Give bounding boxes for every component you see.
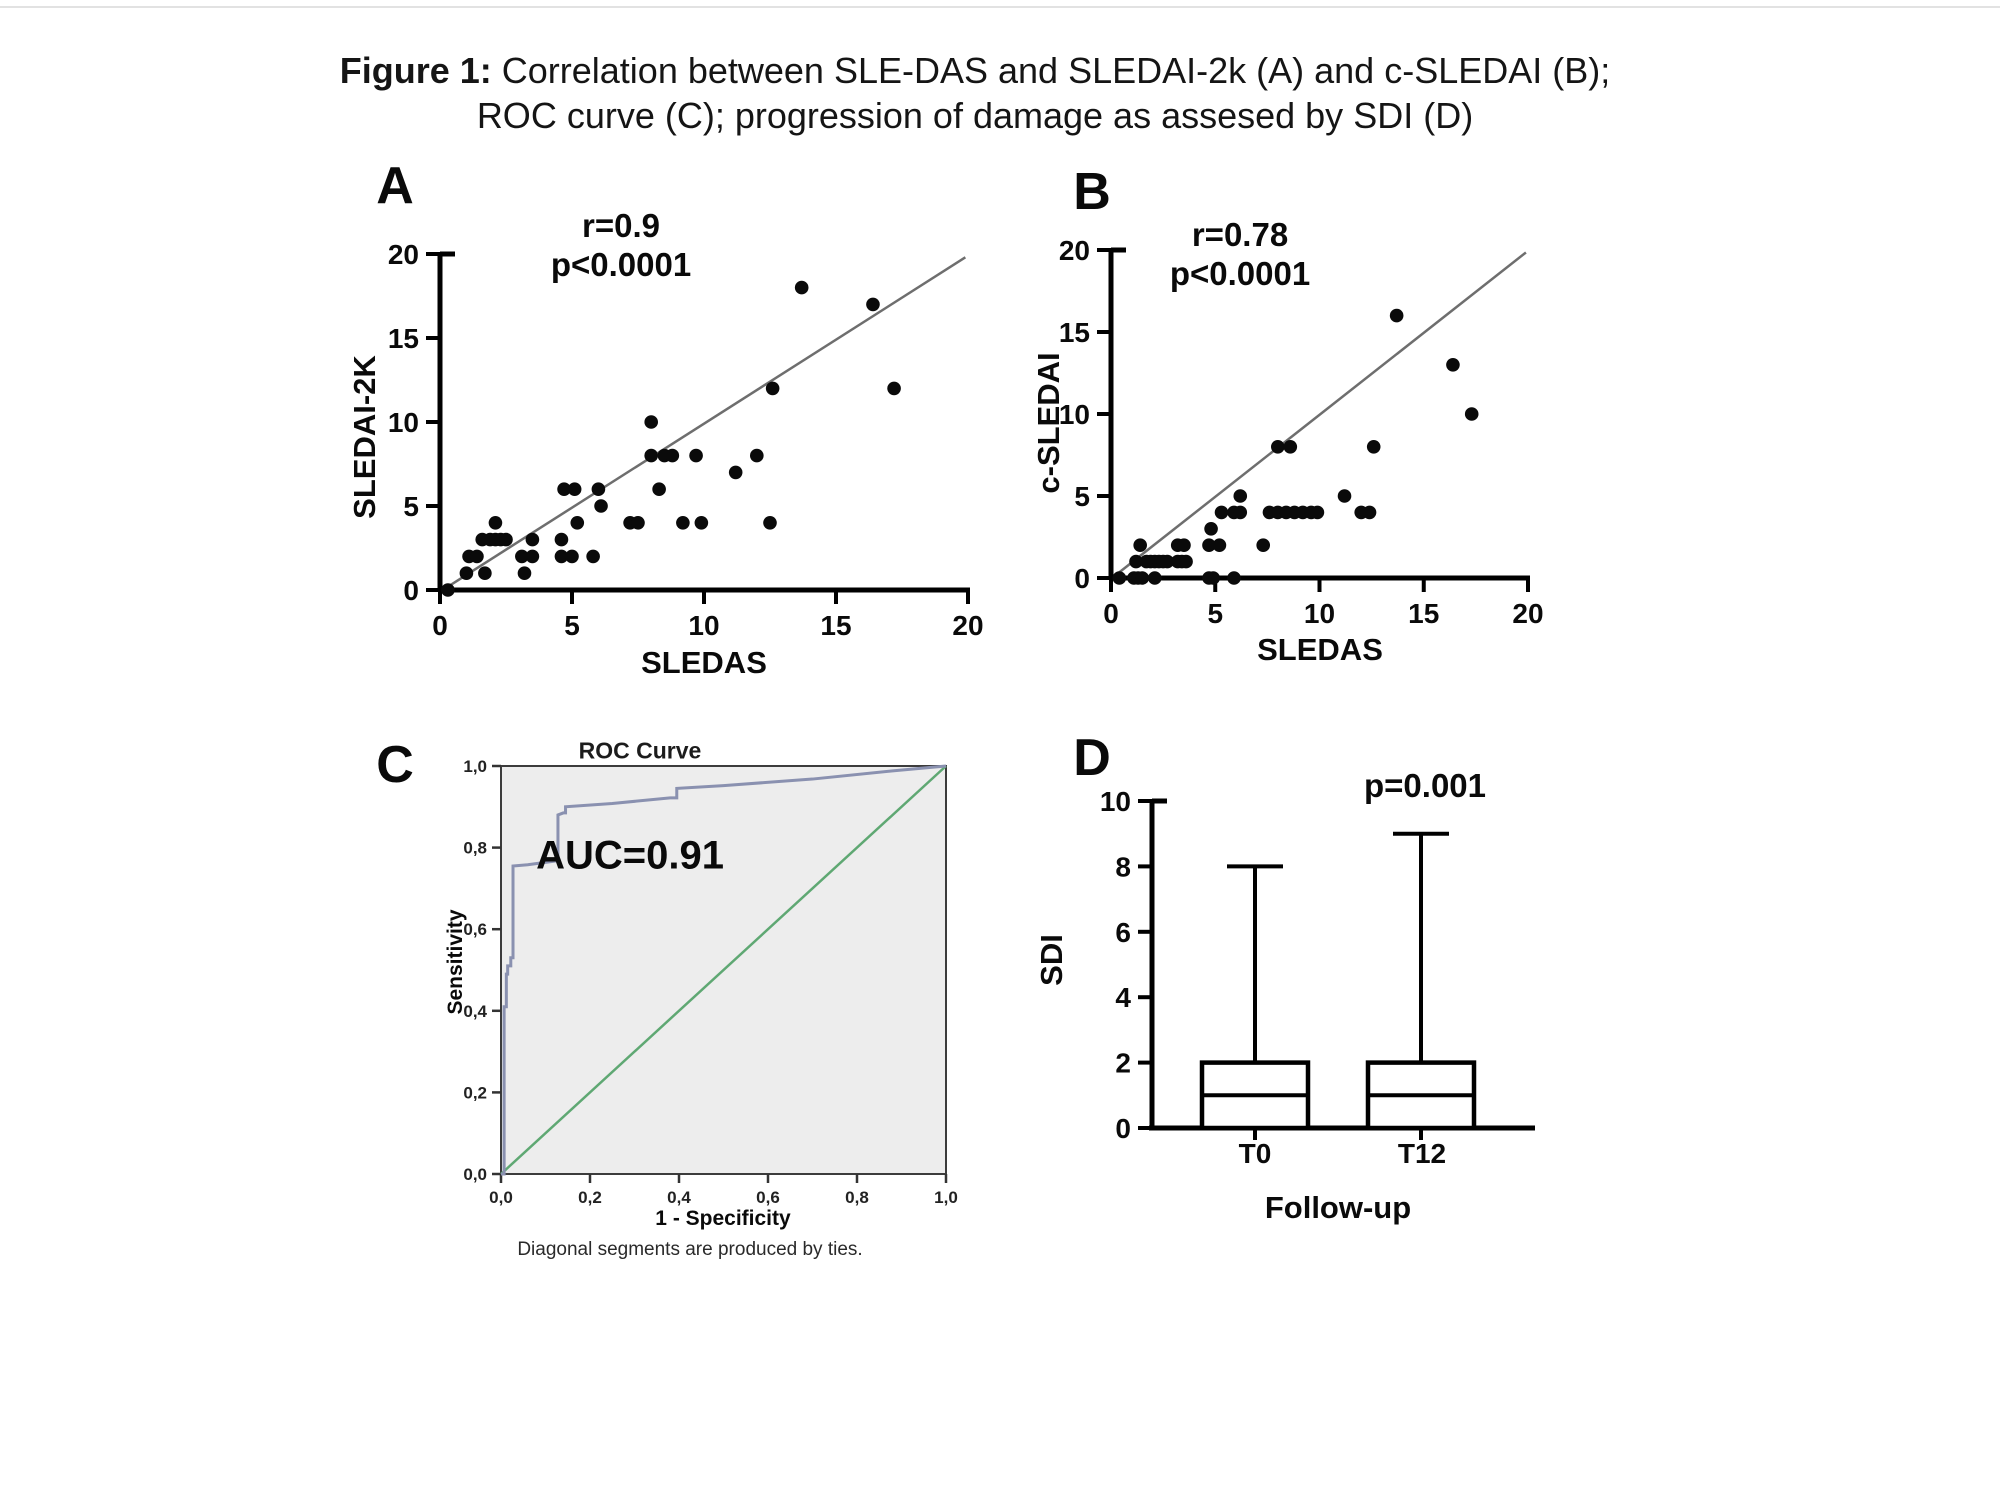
svg-text:20: 20 [1512, 598, 1544, 629]
panel-d-x-axis-title: Follow-up [1264, 1190, 1412, 1225]
panel-b-y-axis-title: c-SLEDAI [1031, 352, 1066, 494]
panel-b-r-value: r=0.78 [1191, 216, 1289, 253]
svg-text:20: 20 [387, 239, 419, 270]
panel-d-category-t12: T12 [1397, 1138, 1447, 1169]
panel-d-y-axis-title: SDI [1034, 934, 1069, 986]
svg-text:10: 10 [1099, 786, 1131, 817]
figure-title-line1-rest: Correlation between SLE-DAS and SLEDAI-2k (A) and c-SLEDAI (B); [491, 50, 1611, 91]
panel-a-x-axis-title: SLEDAS [641, 645, 767, 680]
figure-title-prefix: Figure 1: [339, 50, 492, 91]
panel-d-label: D [1073, 729, 1111, 787]
panel-b-x-axis-title: SLEDAS [1257, 632, 1383, 667]
svg-text:8: 8 [1115, 851, 1131, 883]
panel-a-y-axis-title: SLEDAI-2K [347, 355, 382, 519]
svg-text:1,0: 1,0 [934, 1188, 958, 1207]
panel-a-p-value: p<0.0001 [550, 246, 692, 283]
svg-text:0: 0 [432, 610, 448, 641]
svg-text:0,6: 0,6 [463, 920, 487, 940]
svg-text:10: 10 [1303, 598, 1336, 629]
svg-text:6: 6 [1115, 916, 1131, 948]
svg-text:20: 20 [952, 610, 984, 641]
panel-d-category-t0: T0 [1238, 1138, 1272, 1169]
panel-a-label: A [376, 157, 414, 215]
svg-text:0,6: 0,6 [756, 1188, 780, 1207]
svg-text:0,0: 0,0 [489, 1188, 513, 1207]
svg-text:0,4: 0,4 [463, 1001, 487, 1021]
roc-auc-annotation: AUC=0.91 [536, 833, 724, 878]
panel-b-annotation [1170, 215, 1310, 293]
roc-footnote: Diagonal segments are produced by ties. [517, 1239, 863, 1260]
svg-text:0: 0 [403, 575, 419, 606]
svg-text:1,0: 1,0 [463, 757, 487, 776]
svg-text:4: 4 [1115, 982, 1131, 1014]
figure-title-line2: ROC curve (C); progression of damage as assesed by SDI (D) [476, 95, 1474, 136]
svg-text:2: 2 [1115, 1047, 1131, 1079]
svg-text:10: 10 [1058, 399, 1090, 430]
roc-y-axis-title: Sensitivity [444, 909, 467, 1015]
svg-text:15: 15 [1408, 598, 1440, 629]
panel-a-annotation [551, 206, 691, 284]
svg-text:20: 20 [1058, 235, 1090, 266]
svg-text:0: 0 [1074, 563, 1090, 594]
panel-b-label: B [1073, 163, 1111, 221]
panel-b-p-value: p<0.0001 [1169, 255, 1311, 292]
svg-text:5: 5 [1074, 481, 1090, 512]
svg-text:0: 0 [1115, 1113, 1131, 1144]
panel-b-plot [1059, 235, 1544, 629]
figure-title-line1 [0, 48, 1950, 93]
svg-text:15: 15 [387, 323, 419, 354]
svg-text:0,0: 0,0 [463, 1165, 487, 1184]
roc-x-axis-title: 1 - Specificity [655, 1207, 791, 1230]
svg-text:0,8: 0,8 [845, 1188, 869, 1207]
roc-title: ROC Curve [578, 737, 702, 764]
panel-a-plot [388, 239, 984, 641]
svg-text:5: 5 [1207, 598, 1224, 629]
panel-c-plot [463, 757, 957, 1207]
svg-text:0,8: 0,8 [463, 838, 487, 858]
svg-text:15: 15 [1058, 317, 1090, 348]
svg-text:0: 0 [1103, 598, 1119, 629]
svg-text:5: 5 [403, 491, 419, 522]
svg-text:0,2: 0,2 [463, 1083, 487, 1103]
panel-c-label: C [376, 736, 414, 794]
panel-d-p-value: p=0.001 [1363, 767, 1487, 804]
svg-text:5: 5 [564, 610, 580, 641]
svg-text:10: 10 [387, 407, 419, 438]
panel-a-r-value: r=0.9 [582, 207, 660, 244]
svg-text:10: 10 [688, 610, 720, 641]
figure-title [0, 48, 1950, 138]
svg-text:0,4: 0,4 [667, 1188, 691, 1207]
svg-text:15: 15 [820, 610, 852, 641]
panel-d-plot [1100, 786, 1535, 1144]
svg-text:0,2: 0,2 [578, 1188, 602, 1207]
